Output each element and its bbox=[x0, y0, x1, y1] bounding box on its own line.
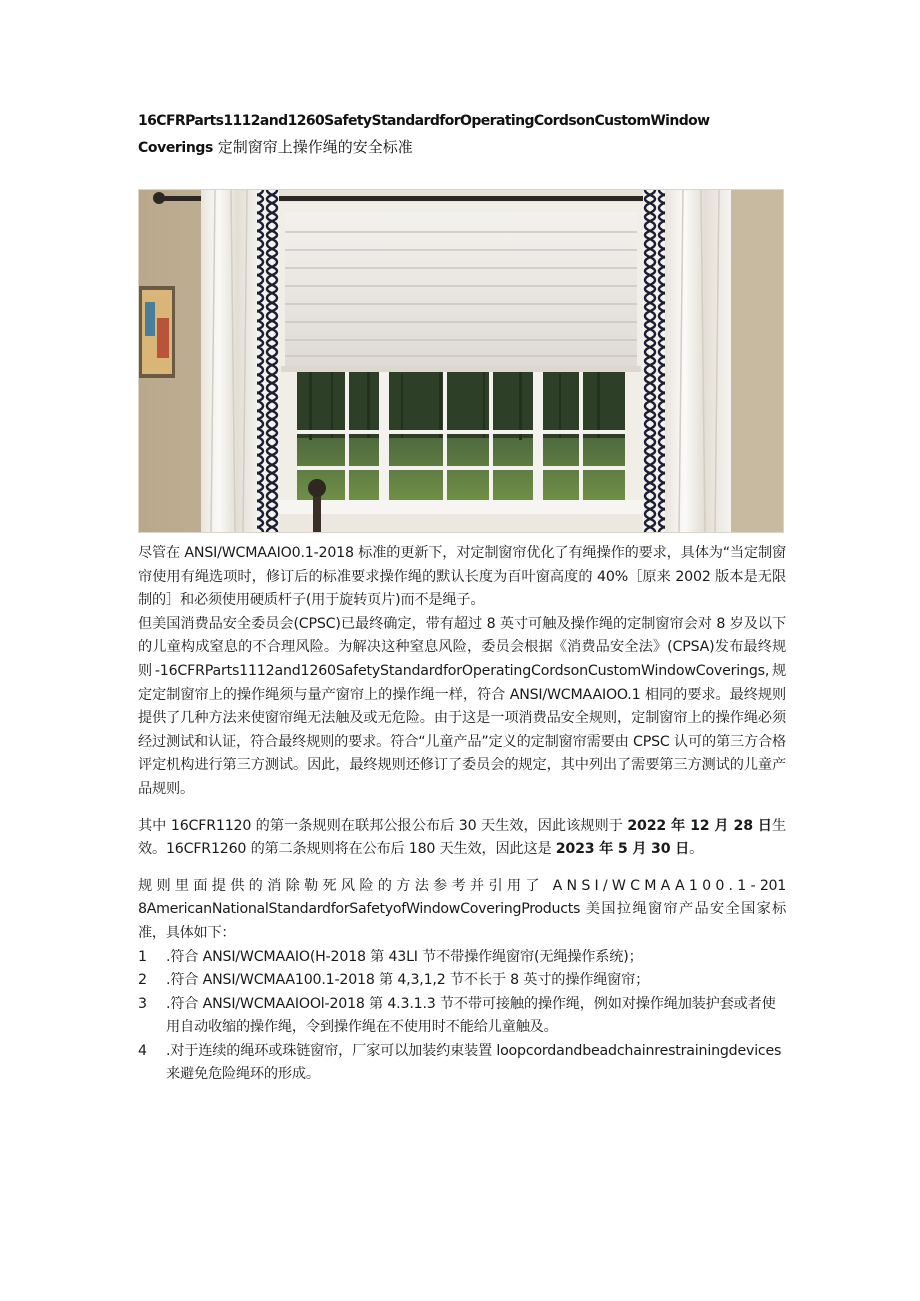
list-item bbox=[138, 946, 786, 970]
effective-date-2: 2023 年 5 月 30 日 bbox=[555, 841, 690, 858]
paragraph-effective-dates bbox=[138, 815, 786, 862]
list-item-number: 3 bbox=[138, 995, 147, 1012]
methods-intro-text-1: 规则里面提供的消除勒死风险的方法参考并引用了 ANSI/WCMAA100.1- bbox=[138, 877, 760, 894]
document-title bbox=[138, 108, 786, 161]
list-item bbox=[138, 969, 786, 993]
list-item-text: .对于连续的绳环或珠链窗帘，厂家可以加装约束装置 loopcordandbeadchainrestrainingdevices 来避免危险绳环的形成。 bbox=[166, 1042, 782, 1083]
methods-intro-text-2: 2018AmericanNationalStandardforSafetyofWindowCoveringProducts 美国拉绳窗帘产品安全国家标准，具体如下： bbox=[138, 877, 786, 941]
list-item-number: 2 bbox=[138, 972, 147, 989]
effective-text-1: 其中 16CFR1120 的第一条规则在联邦公报公布后 30 天生效，因此该规则于 bbox=[138, 817, 628, 834]
title-english-line2: Coverings bbox=[138, 140, 213, 156]
window-blind-photo bbox=[138, 189, 784, 533]
effective-text-2: 生效。16CFR1260 的第二条规则将在公布后 180 天生效，因此这是 bbox=[138, 817, 786, 858]
list-item bbox=[138, 993, 786, 1040]
title-chinese: 定制窗帘上操作绳的安全标准 bbox=[212, 138, 413, 156]
list-item-number: 4 bbox=[138, 1042, 147, 1059]
title-english-line1: 16CFRParts1112and1260SafetyStandardforOperatingCordsonCustomWindow bbox=[138, 113, 710, 129]
list-item bbox=[138, 1040, 786, 1087]
paragraph-methods-intro bbox=[138, 875, 786, 946]
document-page bbox=[138, 108, 786, 1087]
list-item-number: 1 bbox=[138, 948, 147, 965]
effective-date-1: 2022 年 12 月 28 日 bbox=[627, 817, 772, 834]
paragraph-cpsc-rule: 但美国消费品安全委员会(CPSC)已最终确定，带有超过 8 英寸可触及操作绳的定制窗帘会对 8 岁及以下的儿童构成窒息的不合理风险。为解决这种窒息风险，委员会根据《消费品安全法》(CPSA)发布最终规则-16CFRParts1112and1260SafetyStandardforOperatingCordsonCustomWindowCoverings,规定定制窗帘上的操作绳须与量产窗帘上的操作绳一样，符合 ANSI/WCMAAIOO.1 相同的要求。最终规则提供了几种方法来使窗帘绳无法触及或无危险。由于这是一项消费品安全规则，定制窗帘上的操作绳必须经过测试和认证，符合最终规则的要求。符合“儿童产品”定义的定制窗帘需要由 CPSC 认可的第三方合格评定机构进行第三方测试。因此，最终规则还修订了委员会的规定，其中列出了需要第三方测试的儿童产品规则。 bbox=[138, 615, 786, 797]
methods-list bbox=[138, 946, 786, 1088]
effective-text-3: 。 bbox=[689, 841, 704, 858]
list-item-text: .符合 ANSI/WCMAAIOOl-2018 第 4.3.1.3 节不带可接触的操作绳，例如对操作绳加装护套或者使用自动收缩的操作绳，令到操作绳在不使用时不能给儿童触及。 bbox=[166, 995, 776, 1036]
list-item-text: .符合 ANSI/WCMAA100.1-2018 第 4,3,1,2 节不长于 8 英寸的操作绳窗帘； bbox=[166, 972, 650, 989]
list-item-text: .符合 ANSI/WCMAAIO(H-2018 第 43LI 节不带操作绳窗帘(无绳操作系统)； bbox=[166, 948, 643, 965]
paragraph-standard-update: 尽管在 ANSI/WCMAAIO0.1-2018 标准的更新下，对定制窗帘优化了有绳操作的要求，具体为“当定制窗帘使用有绳选项时，修订后的标准要求操作绳的默认长度为百叶窗高度的 40%［原来 2002 版本是无限制的］和必须使用硬质杆子(用于旋转页片)而不是绳子。 bbox=[138, 545, 786, 609]
